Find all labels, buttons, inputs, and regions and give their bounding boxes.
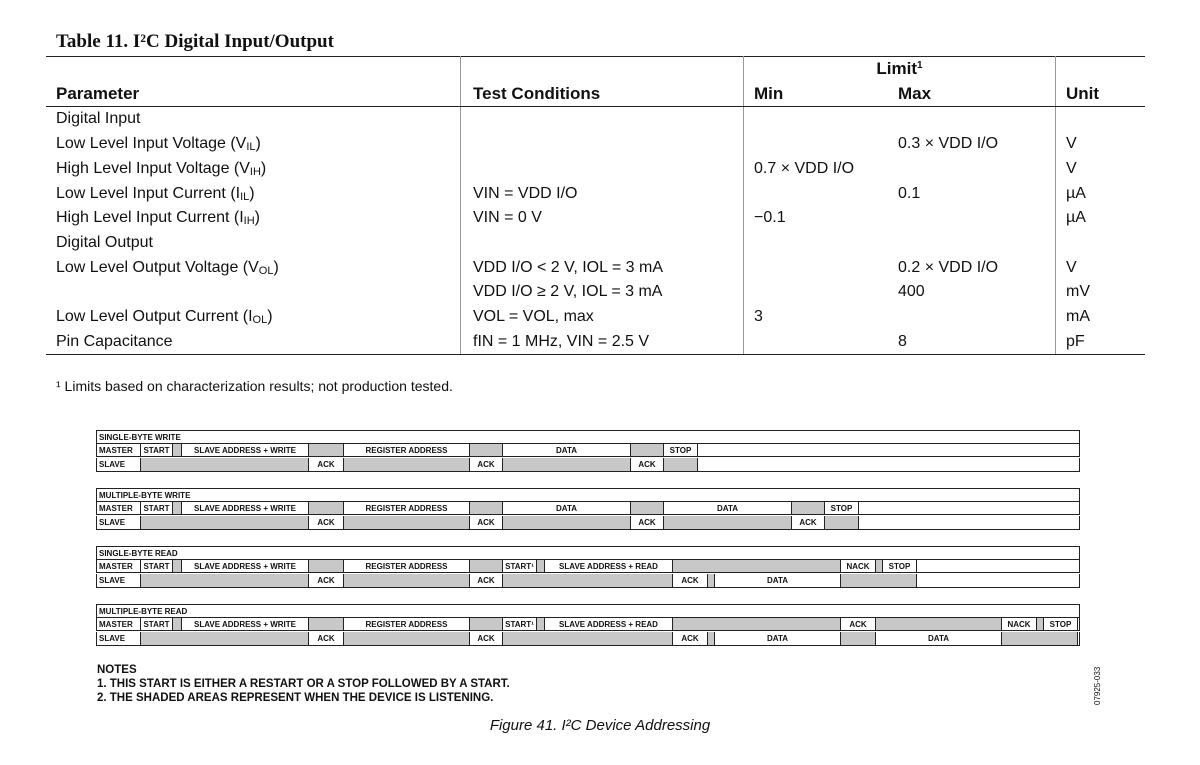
max-cell: 0.3 × VDD I/O [898, 135, 999, 153]
protocol-block-title: SINGLE-BYTE WRITE [96, 430, 1080, 444]
protocol-field-ack: ACK [309, 632, 344, 645]
listening-segment [841, 632, 876, 645]
master-row [96, 501, 1080, 515]
max-cell [898, 231, 1056, 256]
row-label: MASTER [97, 560, 141, 572]
listening-segment [173, 560, 182, 572]
protocol-field-ack: ACK [470, 632, 503, 645]
max-cell [898, 157, 1056, 182]
master-row [96, 443, 1080, 457]
table-row [46, 330, 1145, 355]
listening-segment [309, 444, 344, 456]
test-conditions-cell: VOL = VOL, max [461, 305, 744, 330]
protocol-field-ack: ACK [631, 458, 664, 471]
min-cell [744, 256, 899, 281]
listening-segment [673, 560, 841, 572]
protocol-field-addr_r: SLAVE ADDRESS + READ [545, 560, 673, 572]
slave-row [96, 516, 1080, 530]
min-cell [744, 182, 899, 207]
protocol-field-reg: REGISTER ADDRESS [344, 444, 470, 456]
slave-row [96, 632, 1080, 646]
listening-segment [141, 458, 309, 471]
protocol-field-ack: ACK [470, 516, 503, 529]
max-cell: 400 [898, 283, 925, 301]
protocol-field-ack: ACK [841, 618, 876, 630]
figure-caption: Figure 41. I²C Device Addressing [489, 717, 711, 734]
table-row [46, 132, 1145, 157]
table-row [46, 256, 1145, 281]
listening-segment [503, 574, 673, 587]
protocol-field-ack: ACK [673, 574, 708, 587]
max-cell: 0.2 × VDD I/O [898, 258, 999, 276]
min-cell [744, 280, 899, 305]
max-cell: 8 [898, 330, 1056, 355]
parameter-cell [46, 280, 461, 305]
row-label: SLAVE [97, 632, 141, 645]
listening-segment [537, 618, 545, 630]
protocol-field-ack: ACK [470, 458, 503, 471]
max-cell [898, 107, 1056, 132]
notes [97, 663, 510, 705]
test-conditions-cell: VIN = 0 V [461, 206, 744, 231]
min-cell: −0.1 [744, 206, 899, 231]
protocol-field-start: START [141, 560, 173, 572]
listening-segment [876, 560, 883, 572]
min-cell [744, 330, 899, 355]
test-conditions-cell: fIN = 1 MHz, VIN = 2.5 V [461, 330, 744, 355]
unit-cell [1056, 231, 1146, 256]
row-label: SLAVE [97, 574, 141, 587]
max-cell: 0.1 [898, 184, 921, 202]
note-item: 2. THE SHADED AREAS REPRESENT WHEN THE DEVICE IS LISTENING. [97, 692, 494, 704]
listening-segment [470, 502, 503, 514]
protocol-block-title: SINGLE-BYTE READ [96, 546, 1080, 560]
parameter-cell: Low Level Input Voltage $(V_{IL})$ [56, 135, 261, 154]
test-conditions-cell [461, 157, 744, 182]
unit-cell: V [1056, 256, 1146, 281]
protocol-field-addr_w: SLAVE ADDRESS + WRITE [182, 560, 309, 572]
listening-segment [631, 444, 664, 456]
protocol-field-reg: REGISTER ADDRESS [344, 618, 470, 630]
listening-segment [141, 516, 309, 529]
slave-row [96, 574, 1080, 588]
unit-cell [1056, 107, 1146, 132]
table-row [46, 107, 1145, 132]
protocol-field-stop: STOP [883, 560, 917, 572]
protocol-field-ack: ACK [673, 632, 708, 645]
protocol-field-addr_w: SLAVE ADDRESS + WRITE [182, 444, 309, 456]
protocol-field-start: START [141, 502, 173, 514]
protocol-field-addr_w: SLAVE ADDRESS + WRITE [182, 502, 309, 514]
protocol-field-stop: STOP [825, 502, 859, 514]
unit-cell: µA [1056, 182, 1146, 207]
parameter-cell: High Level Input Current $(I_{IH})$ [56, 209, 260, 228]
protocol-block [96, 488, 1080, 533]
row-label: SLAVE [97, 516, 141, 529]
parameter-cell: Digital Output [56, 233, 153, 251]
listening-segment [664, 458, 698, 471]
protocol-field-reg: REGISTER ADDRESS [344, 502, 470, 514]
unit-cell: V [1056, 132, 1146, 157]
min-cell [744, 231, 899, 256]
protocol-field-data: DATA [503, 502, 631, 514]
listening-segment [841, 574, 917, 587]
listening-segment [470, 560, 503, 572]
parameter-cell: Low Level Input Current $(I_{IL})$ [56, 184, 255, 203]
listening-segment [708, 574, 715, 587]
listening-segment [344, 632, 470, 645]
protocol-field-restart: START¹ [503, 618, 537, 630]
row-label: SLAVE [97, 458, 141, 471]
table-title: Table 11. I²C Digital Input/Output [56, 31, 334, 52]
spec-table [46, 56, 1145, 355]
protocol-block-title: MULTIPLE-BYTE WRITE [96, 488, 1080, 502]
listening-segment [631, 502, 664, 514]
listening-segment [537, 560, 545, 572]
note-item: 1. THIS START IS EITHER A RESTART OR A STOP FOLLOWED BY A START. [97, 678, 510, 690]
table-header-row-top [46, 57, 1145, 82]
protocol-field-addr_r: SLAVE ADDRESS + READ [545, 618, 673, 630]
slave-row [96, 458, 1080, 472]
limit-footnote-mark: 1 [917, 60, 923, 71]
parameter-cell: High Level Input Voltage $(V_{IH})$ [56, 159, 267, 178]
master-row [96, 559, 1080, 573]
parameter-cell: Pin Capacitance [46, 330, 461, 355]
min-cell: 3 [744, 305, 899, 330]
listening-segment [141, 632, 309, 645]
test-conditions-cell [461, 132, 744, 157]
parameter-cell: Digital Input [56, 110, 141, 128]
listening-segment [673, 618, 841, 630]
listening-segment [344, 574, 470, 587]
protocol-field-stop: STOP [664, 444, 698, 456]
table-row [46, 182, 1145, 207]
max-header: Max [898, 82, 1056, 107]
listening-segment [470, 444, 503, 456]
row-label: MASTER [97, 618, 141, 630]
listening-segment [309, 618, 344, 630]
unit-cell: mV [1056, 280, 1146, 305]
min-cell: 0.7 × VDD I/O [744, 157, 899, 182]
parameter-cell: Low Level Output Voltage $(V_{OL})$ [56, 258, 279, 277]
protocol-field-ack: ACK [309, 574, 344, 587]
limit-header: Limit$^1$ [744, 57, 1056, 82]
protocol-field-ack: ACK [309, 516, 344, 529]
parameter-header: Parameter [46, 82, 461, 107]
listening-segment [344, 516, 470, 529]
max-cell [898, 305, 1056, 330]
protocol-field-ack: ACK [309, 458, 344, 471]
table-row [46, 280, 1145, 305]
protocol-field-data: DATA [876, 632, 1002, 645]
listening-segment [825, 516, 859, 529]
protocol-block [96, 430, 1080, 475]
protocol-field-data: DATA [715, 632, 841, 645]
min-header: Min [744, 82, 899, 107]
test-conditions-cell: VIN = VDD I/O [461, 182, 744, 207]
figure-code: 07925-033 [1093, 666, 1102, 705]
unit-header: Unit [1056, 82, 1146, 107]
listening-segment [1037, 618, 1044, 630]
protocol-field-ack: ACK [792, 516, 825, 529]
protocol-field-start: START [141, 618, 173, 630]
protocol-field-nack: NACK [1002, 618, 1037, 630]
test-conditions-cell: VDD I/O ≥ 2 V, IOL = 3 mA [461, 280, 744, 305]
table-row [46, 231, 1145, 256]
unit-cell: V [1056, 157, 1146, 182]
protocol-field-data: DATA [503, 444, 631, 456]
notes-heading: NOTES [97, 664, 137, 676]
listening-segment [309, 502, 344, 514]
test-conditions-cell: VDD I/O < 2 V, IOL = 3 mA [461, 256, 744, 281]
protocol-field-ack: ACK [631, 516, 664, 529]
listening-segment [173, 618, 182, 630]
table-header-row [46, 82, 1145, 107]
protocol-field-addr_w: SLAVE ADDRESS + WRITE [182, 618, 309, 630]
listening-segment [173, 444, 182, 456]
unit-cell: mA [1056, 305, 1146, 330]
row-label: MASTER [97, 502, 141, 514]
row-label: MASTER [97, 444, 141, 456]
table-row [46, 305, 1145, 330]
test-conditions-cell [461, 107, 744, 132]
protocol-field-start: START [141, 444, 173, 456]
listening-segment [141, 574, 309, 587]
listening-segment [503, 458, 631, 471]
listening-segment [173, 502, 182, 514]
unit-cell: pF [1056, 330, 1146, 355]
listening-segment [309, 560, 344, 572]
protocol-field-data: DATA [664, 502, 792, 514]
min-cell [744, 107, 899, 132]
listening-segment [470, 618, 503, 630]
min-cell [744, 132, 899, 157]
test-conditions-header: Test Conditions [461, 82, 744, 107]
protocol-block [96, 604, 1080, 649]
protocol-field-ack: ACK [470, 574, 503, 587]
protocol-block-title: MULTIPLE-BYTE READ [96, 604, 1080, 618]
master-row [96, 617, 1080, 631]
parameter-cell: Low Level Output Current $(I_{OL})$ [56, 308, 273, 327]
listening-segment [708, 632, 715, 645]
unit-cell: µA [1056, 206, 1146, 231]
listening-segment [664, 516, 792, 529]
table-row [46, 157, 1145, 182]
protocol-field-nack: NACK [841, 560, 876, 572]
listening-segment [503, 632, 673, 645]
protocol-field-data: DATA [715, 574, 841, 587]
protocol-block [96, 546, 1080, 591]
i2c-addressing-diagram [96, 430, 1080, 662]
listening-segment [792, 502, 825, 514]
test-conditions-cell [461, 231, 744, 256]
listening-segment [503, 516, 631, 529]
listening-segment [344, 458, 470, 471]
listening-segment [876, 618, 1002, 630]
protocol-field-restart: START¹ [503, 560, 537, 572]
max-cell [898, 206, 1056, 231]
protocol-field-stop: STOP [1044, 618, 1078, 630]
protocol-field-reg: REGISTER ADDRESS [344, 560, 470, 572]
listening-segment [1002, 632, 1078, 645]
table-row [46, 206, 1145, 231]
table-footnote: ¹ Limits based on characterization results; not production tested. [56, 378, 453, 394]
